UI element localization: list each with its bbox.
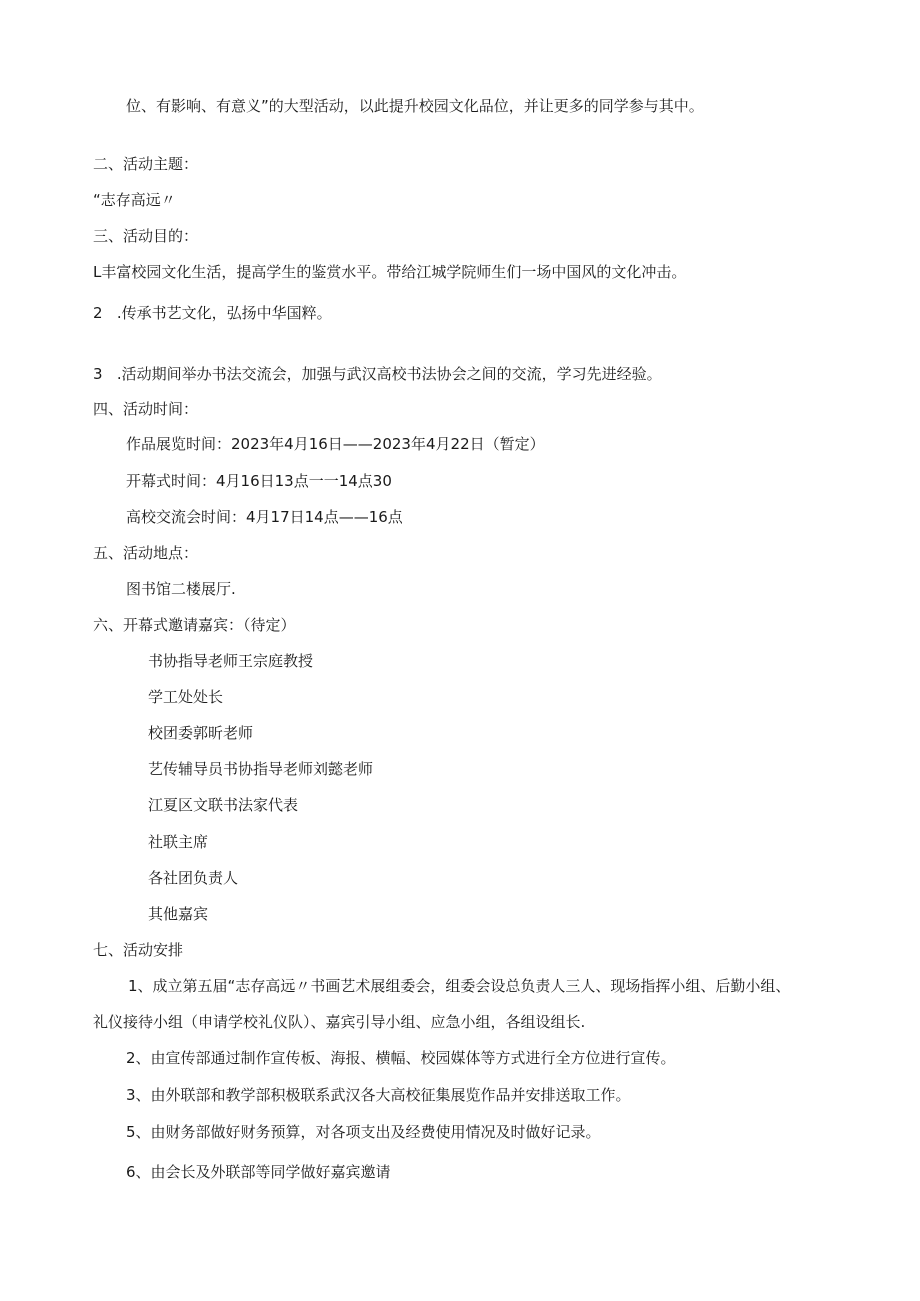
purpose-item-1: L丰富校园文化生活，提高学生的鉴赏水平。带给江城学院师生们一场中国风的文化冲击。 (93, 263, 687, 281)
arrangement-item-2: 2、由宣传部通过制作宣传板、海报、横幅、校园媒体等方式进行全方位进行宣传。 (126, 1049, 676, 1067)
guest-item: 江夏区文联书法家代表 (148, 796, 299, 814)
arrangement-item-3: 3、由外联部和教学部积极联系武汉各大高校征集展览作品并安排送取工作。 (126, 1086, 631, 1104)
time-heading: 四、活动时间： (93, 400, 199, 418)
guest-item: 学工处处长 (148, 688, 224, 706)
arrangement-item-1-line-2: 礼仪接待小组（申请学校礼仪队）、嘉宾引导小组、应急小组，各组设组长. (93, 1013, 586, 1031)
location-heading: 五、活动地点： (93, 544, 199, 562)
time-opening: 开幕式时间：4月16日13点一一14点30 (126, 472, 392, 490)
guest-item: 社联主席 (148, 833, 209, 851)
guest-item: 艺传辅导员书协指导老师刘懿老师 (148, 760, 374, 778)
theme-value: “志存高远〃 (93, 191, 176, 209)
guest-item: 其他嘉宾 (148, 905, 209, 923)
theme-heading: 二、活动主题： (93, 155, 199, 173)
arrangement-item-6: 6、由会长及外联部等同学做好嘉宾邀请 (126, 1163, 391, 1181)
time-exhibition: 作品展览时间：2023年4月16日——2023年4月22日（暂定） (126, 435, 545, 453)
arrangement-heading: 七、活动安排 (93, 941, 184, 959)
purpose-item-3: 3 .活动期间举办书法交流会，加强与武汉高校书法协会之间的交流，学习先进经验。 (93, 365, 662, 383)
purpose-item-2: 2 .传承书艺文化，弘扬中华国粹。 (93, 304, 332, 322)
guests-heading: 六、开幕式邀请嘉宾：（待定） (93, 616, 296, 634)
location-value: 图书馆二楼展厅. (126, 580, 236, 598)
guest-item: 各社团负责人 (148, 869, 239, 887)
arrangement-item-1-line-1: 1、成立第五届“志存高远〃书画艺术展组委会，组委会设总负责人三人、现场指挥小组、后勤小组、 (128, 977, 791, 995)
intro-continuation: 位、有影响、有意义”的大型活动，以此提升校园文化品位，并让更多的同学参与其中。 (126, 97, 704, 115)
arrangement-item-5: 5、由财务部做好财务预算，对各项支出及经费使用情况及时做好记录。 (126, 1123, 601, 1141)
guest-item: 校团委郭昕老师 (148, 724, 254, 742)
time-exchange: 高校交流会时间：4月17日14点——16点 (126, 508, 403, 526)
purpose-heading: 三、活动目的： (93, 227, 199, 245)
guest-item: 书协指导老师王宗庭教授 (148, 652, 314, 670)
